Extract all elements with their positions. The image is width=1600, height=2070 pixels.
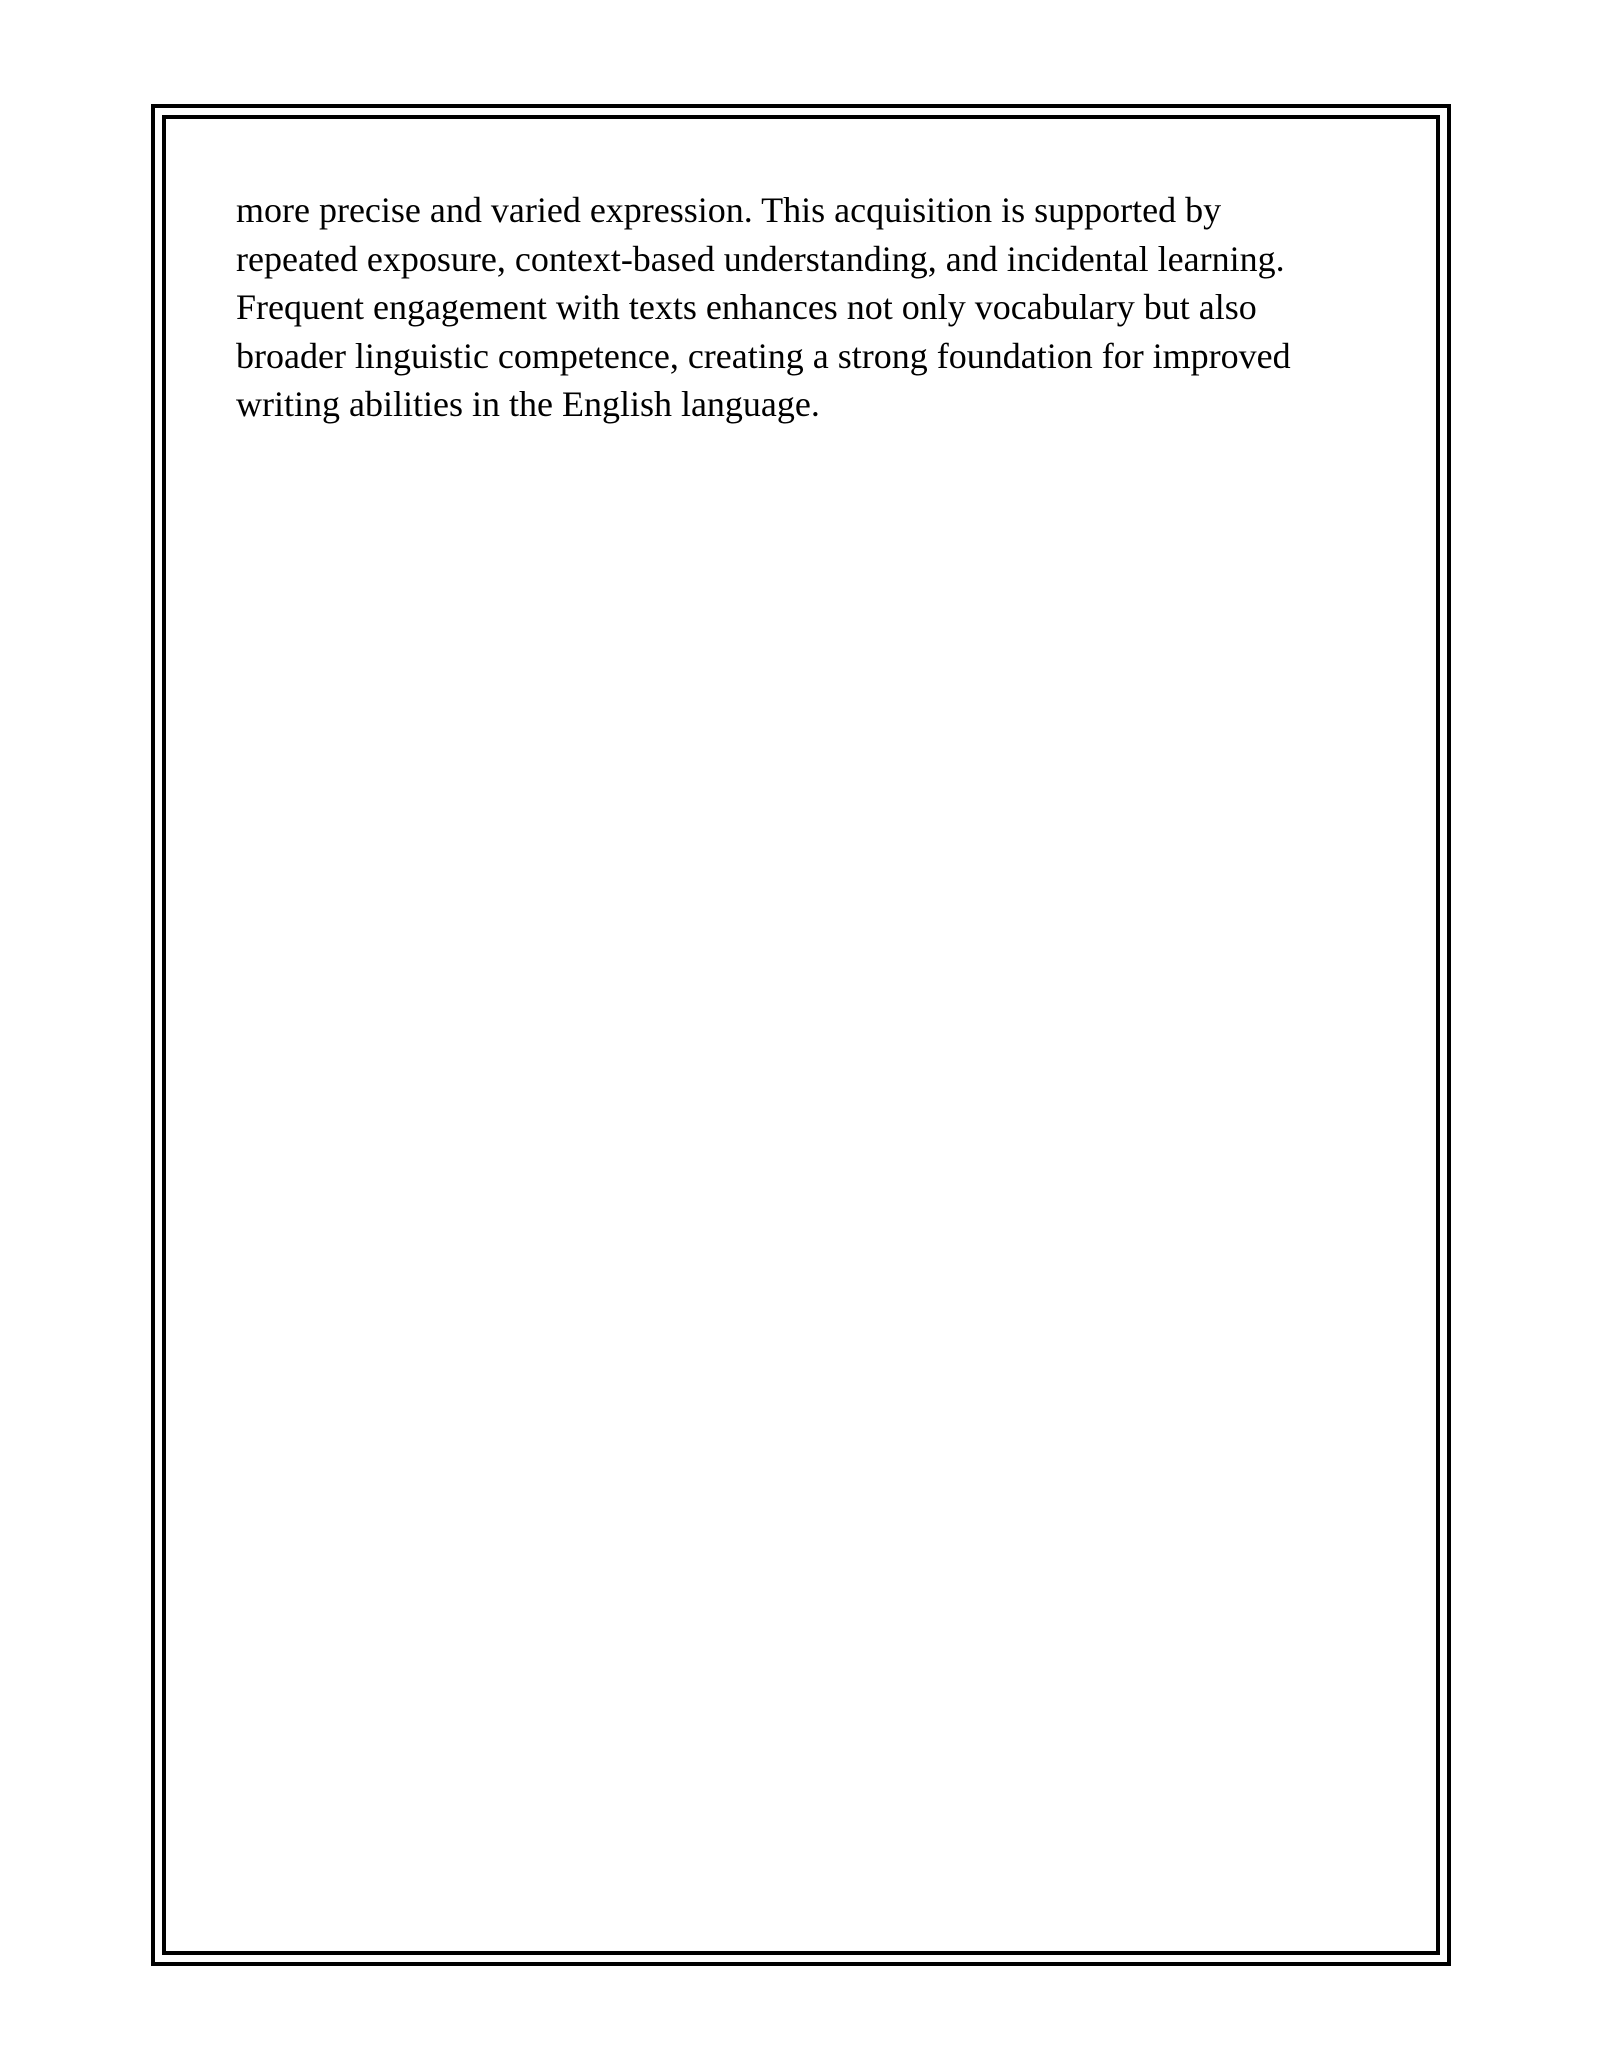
body-paragraph <box>236 186 1376 429</box>
paragraph-line: writing abilities in the English language. <box>236 384 820 424</box>
paragraph-line: repeated exposure, context-based understanding, and incidental learning. <box>236 238 1285 279</box>
paragraph-line: more precise and varied expression. This acquisition is supported by <box>236 190 1222 230</box>
paragraph-line: broader linguistic competence, creating a strong foundation for improved <box>236 335 1291 376</box>
paragraph-line: Frequent engagement with texts enhances not only vocabulary but also <box>236 287 1257 327</box>
